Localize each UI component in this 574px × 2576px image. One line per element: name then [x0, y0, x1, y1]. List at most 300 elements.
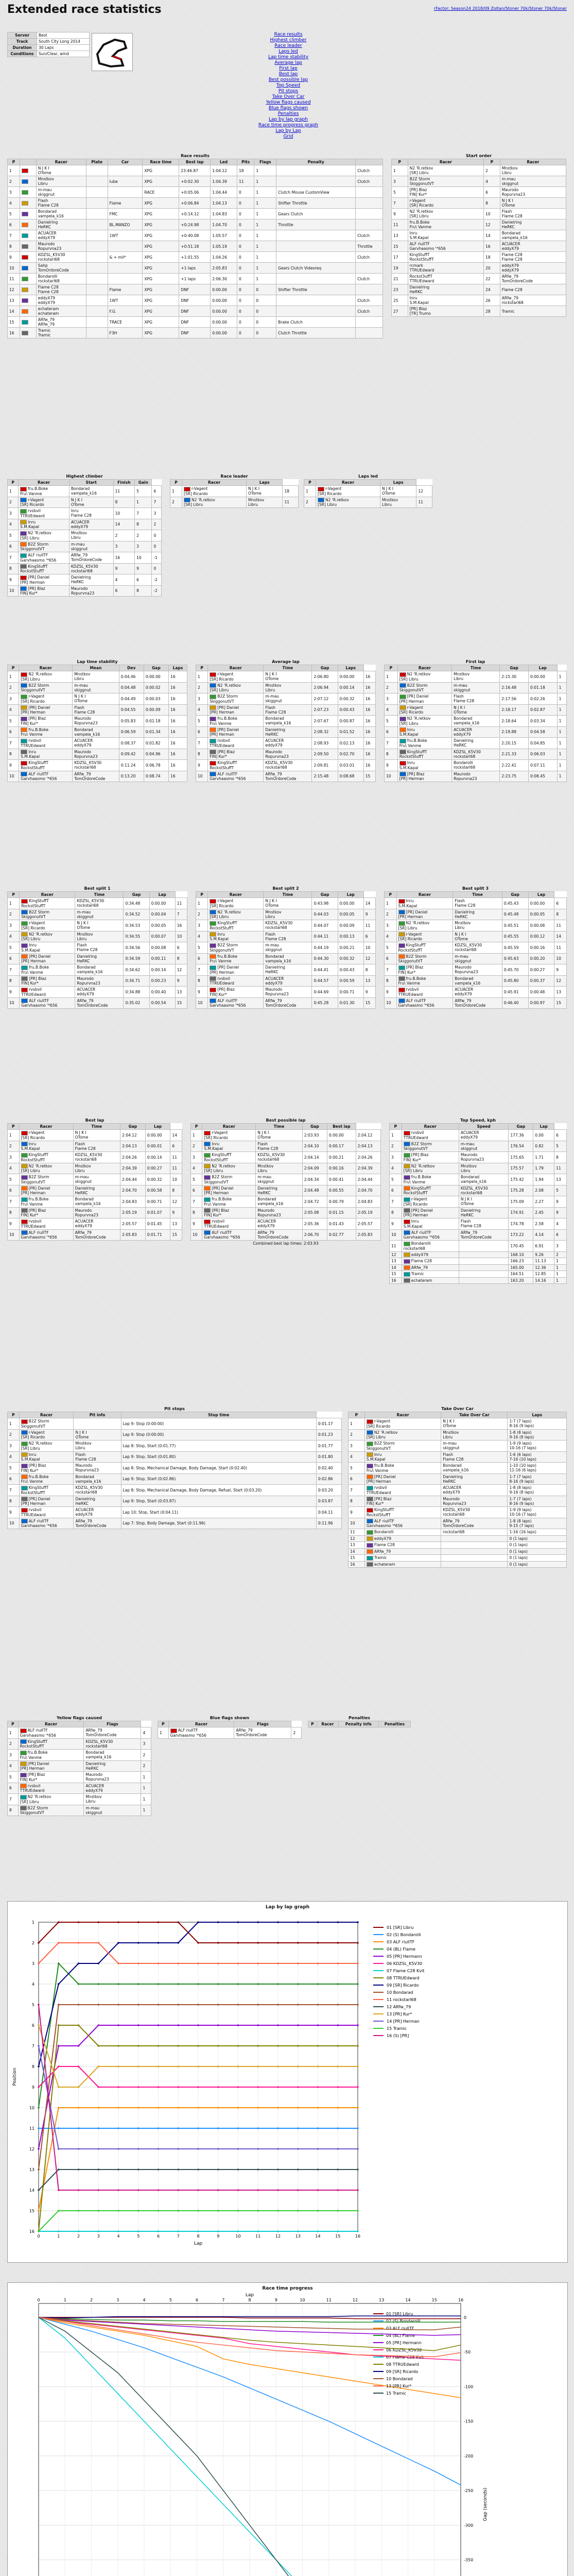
- table-cell: 0:45.59: [502, 942, 528, 954]
- data-point: [38, 2024, 40, 2026]
- table-cell: r-Vagent [SR] Ricardo: [396, 931, 453, 942]
- data-point: [337, 2168, 339, 2171]
- best-possible-title: Best possible lap: [266, 1118, 306, 1123]
- table-cell: 3: [152, 508, 162, 519]
- table-cell: [PR] Blaz FIN] Kur*: [19, 585, 69, 597]
- data-point: [297, 2230, 299, 2232]
- nav-link-14[interactable]: Penalties: [277, 111, 299, 116]
- table-row: [349, 1535, 567, 1542]
- flag-icon: [318, 487, 324, 492]
- table-cell: 0.82: [533, 1141, 554, 1152]
- column-header: Gap: [124, 892, 149, 898]
- column-header: P: [308, 1721, 317, 1727]
- table-cell: 9: [363, 987, 375, 998]
- data-point: [337, 2065, 339, 2067]
- table-cell: [20, 198, 36, 209]
- table-cell: ARfw_79: [364, 1548, 441, 1555]
- nav-link-8[interactable]: Best possible lap: [268, 77, 308, 82]
- column-header: Gap: [144, 665, 168, 671]
- table-cell: 10: [8, 771, 19, 782]
- data-point: [297, 2065, 299, 2067]
- table-row: [196, 738, 376, 749]
- table-cell: 0:02.70: [338, 749, 363, 760]
- table-cell: Inru S.M.Kapal: [202, 1141, 256, 1152]
- table-cell: 2: [291, 1727, 302, 1739]
- table-cell: [86, 317, 108, 328]
- data-point: [177, 2004, 179, 2006]
- table-cell: 16: [169, 693, 187, 705]
- table-header-row: [196, 892, 376, 898]
- table-cell: 15: [175, 997, 187, 1009]
- table-row: [385, 704, 567, 716]
- table-cell: 2.45: [533, 1207, 554, 1218]
- table-cell: 2: [385, 682, 398, 693]
- table-cell: Mnstkov Libru: [264, 909, 312, 920]
- table-cell: [459, 1241, 509, 1252]
- table-cell: 1: [557, 726, 566, 738]
- best-split2-table: [196, 891, 376, 1009]
- table-cell: KDZSL_K5V30 rockstarl68: [84, 1738, 141, 1750]
- data-point: [357, 2045, 359, 2047]
- table-cell: 7: [8, 230, 20, 241]
- best-split1-table: [7, 891, 187, 1009]
- table-cell: Danielring HeRKC: [408, 284, 483, 295]
- data-point: [297, 1942, 299, 1944]
- table-row: [304, 497, 432, 508]
- column-header: Time: [75, 892, 124, 898]
- table-cell: 1: [158, 1727, 169, 1739]
- table-cell: 4: [8, 704, 19, 716]
- table-cell: 12: [175, 964, 187, 976]
- table-row: [196, 771, 376, 782]
- table-cell: ALF riullTF Garvhaasmo '*656: [19, 1518, 74, 1529]
- table-row: [196, 987, 376, 998]
- table-cell: echateram: [402, 1277, 459, 1284]
- table-cell: Throttle: [276, 219, 356, 230]
- flag-icon: [21, 739, 27, 743]
- data-point: [197, 1983, 199, 1985]
- data-point: [257, 2004, 259, 2006]
- table-cell: KDZSL_K5V30 rockstarl68: [36, 252, 86, 263]
- data-point: [117, 2230, 119, 2232]
- table-cell: 5: [196, 942, 208, 954]
- flag-icon: [399, 717, 406, 721]
- table-row: [8, 1738, 151, 1750]
- table-cell: 1: [385, 898, 397, 909]
- table-cell: 1:04.70: [211, 219, 237, 230]
- column-header: P: [8, 480, 19, 486]
- table-cell: 0:00.37: [528, 975, 554, 987]
- column-header: Time: [264, 892, 312, 898]
- data-point: [277, 2148, 279, 2150]
- table-row: [8, 1451, 342, 1463]
- nav-link-4[interactable]: Lap time stability: [268, 55, 309, 60]
- table-row: [8, 997, 187, 1009]
- table-cell: 0:00.00: [211, 328, 237, 338]
- table-cell: 7: [175, 909, 187, 920]
- table-cell: [86, 209, 108, 219]
- flag-icon: [21, 705, 27, 710]
- data-point: [197, 2024, 199, 2026]
- y-tick-label: 3: [31, 1961, 34, 1966]
- table-cell: 0:00.05: [338, 909, 363, 920]
- column-header: P: [170, 480, 182, 486]
- table-cell: 2:04.39: [356, 1163, 380, 1174]
- nav-link-0[interactable]: Race results: [274, 32, 303, 37]
- nav-link-2[interactable]: Race leader: [274, 43, 302, 48]
- data-point: [117, 2107, 119, 2109]
- table-row: [390, 1264, 567, 1271]
- table-cell: 0:00.14: [149, 964, 175, 976]
- data-point: [177, 2210, 179, 2212]
- table-cell: Flash Flame C28: [500, 209, 566, 219]
- data-point: [217, 2004, 219, 2006]
- data-point: [58, 2004, 60, 2006]
- table-cell: 16: [169, 771, 187, 782]
- flag-icon: [20, 509, 27, 514]
- table-cell: Inru S.M.Kapal: [408, 230, 483, 241]
- table-cell: Flash Flame C28: [453, 898, 502, 909]
- table-cell: ACUACER eddyX79: [73, 1218, 120, 1230]
- table-cell: 15: [392, 241, 408, 252]
- nav-link-9[interactable]: Top Speed: [276, 83, 301, 88]
- x-tick-label: 2: [77, 2234, 80, 2239]
- table-cell: 1-7 (7 laps) 8-16 (9 laps): [508, 1496, 567, 1507]
- table-cell: 0:43.98: [312, 898, 338, 909]
- column-header: Car: [108, 159, 143, 165]
- table-cell: 22: [484, 274, 500, 284]
- table-header-row: [349, 1412, 567, 1418]
- table-cell: 5: [554, 1185, 567, 1196]
- table-cell: 7: [385, 738, 398, 749]
- data-point: [337, 1983, 339, 1985]
- table-cell: XPG: [143, 198, 179, 209]
- data-point: [137, 2148, 140, 2150]
- data-point: [177, 1921, 179, 1923]
- table-cell: 0:44.03: [312, 909, 338, 920]
- table-cell: +1 laps: [179, 274, 211, 284]
- table-row: [392, 165, 566, 176]
- table-cell: rvsbvil TTRUEdward: [208, 738, 264, 749]
- table-cell: 10: [8, 263, 20, 274]
- table-row: [8, 198, 383, 209]
- data-point: [357, 2086, 359, 2088]
- x-axis-label: Lap: [245, 2293, 254, 2298]
- table-cell: r-Vagent [SR] Ricardo: [364, 1418, 441, 1430]
- table-row: [385, 738, 567, 749]
- nav-link-18[interactable]: Grid: [283, 134, 293, 139]
- table-cell: 7: [8, 738, 19, 749]
- table-row: [191, 1130, 381, 1141]
- nav-link-6[interactable]: First lap: [279, 66, 298, 71]
- table-row: [8, 1141, 182, 1152]
- flag-icon: [399, 694, 406, 699]
- track-map-icon: [92, 33, 132, 71]
- table-cell: 0:04.96: [144, 749, 168, 760]
- table-cell: XPG: [143, 165, 179, 176]
- table-cell: 13: [363, 975, 375, 987]
- table-row: [196, 716, 376, 727]
- table-cell: 3: [8, 920, 20, 931]
- table-cell: 1: [557, 771, 566, 782]
- table-cell: 5: [8, 716, 19, 727]
- nav-link-1[interactable]: Highest climber: [270, 38, 307, 43]
- table-row: [392, 252, 566, 263]
- table-cell: ACUACER eddyX79: [75, 987, 124, 998]
- data-point: [97, 1921, 99, 1923]
- table-row: [385, 726, 567, 738]
- column-header: Time: [453, 892, 502, 898]
- nav-link-3[interactable]: Laps led: [279, 49, 298, 54]
- legend-label: 03 ALF riullTF: [387, 1940, 415, 1944]
- table-cell: [86, 187, 108, 198]
- table-cell: 5: [385, 716, 398, 727]
- table-row: [8, 671, 187, 683]
- table-row: [8, 263, 383, 274]
- table-row: [392, 230, 566, 241]
- data-point: [357, 2065, 359, 2067]
- table-cell: ACUACER eddyX79: [441, 1485, 508, 1496]
- table-cell: 16: [349, 1561, 365, 1568]
- table-cell: 9: [196, 987, 208, 998]
- data-point: [58, 1983, 60, 1985]
- flag-icon: [399, 739, 406, 743]
- data-point: [38, 2210, 40, 2212]
- data-point: [277, 2004, 279, 2006]
- table-cell: 24: [484, 284, 500, 295]
- table-cell: 5: [8, 1463, 20, 1474]
- table-cell: [PR] Blaz FIN] Kur*: [19, 1207, 73, 1218]
- table-row: [8, 749, 187, 760]
- data-point: [217, 1962, 219, 1964]
- start-order-table: [391, 159, 566, 317]
- y-tick-label: 13: [29, 2167, 34, 2172]
- table-cell: 0:00.54: [149, 997, 175, 1009]
- table-cell: 2: [8, 176, 20, 187]
- table-cell: 2:04.44: [120, 1174, 146, 1185]
- table-cell: Maurodo Ropurvna23: [36, 241, 86, 252]
- x-tick-label: 16: [458, 2298, 464, 2302]
- table-row: [8, 760, 187, 771]
- table-cell: 2:08.93: [312, 738, 338, 749]
- table-cell: ARfw_79 rockstarl68: [500, 295, 566, 306]
- table-cell: 10: [113, 508, 134, 519]
- flag-icon: [404, 1197, 410, 1202]
- data-point: [78, 1942, 80, 1944]
- table-cell: r-Vagent [SR] Ricardo: [316, 486, 380, 497]
- nav-link-7[interactable]: Best lap: [279, 72, 298, 77]
- table-cell: 7: [8, 1794, 19, 1805]
- data-point: [117, 1921, 119, 1923]
- data-point: [97, 2045, 99, 2047]
- y-tick-label: 2: [31, 1941, 34, 1945]
- data-point: [177, 2107, 179, 2109]
- table-cell: Mnstkov Libru: [452, 671, 500, 683]
- table-cell: 1: [170, 486, 182, 497]
- nav-link-13[interactable]: Blue flags shown: [268, 106, 308, 111]
- x-tick-label: 1: [63, 2298, 66, 2302]
- table-row: [390, 1185, 567, 1196]
- flag-icon: [21, 988, 28, 992]
- table-cell: KingStuffT RockstStuffT: [19, 1152, 73, 1163]
- table-cell: KDZSL_K5V30 rockstarl68: [459, 1185, 509, 1196]
- data-point: [217, 2210, 219, 2212]
- table-row: [392, 209, 566, 219]
- data-point: [257, 2065, 259, 2067]
- table-cell: Bondarad vampela_k16: [264, 716, 312, 727]
- flag-icon: [404, 1208, 410, 1213]
- table-cell: KDZSL_K5V30 rockstarl68: [452, 749, 500, 760]
- race-leader-title: Race leader: [220, 474, 248, 479]
- table-cell: [276, 230, 356, 241]
- flag-icon: [20, 1784, 27, 1788]
- race-leader-table: [170, 479, 299, 508]
- table-cell: 1: [557, 716, 566, 727]
- table-cell: 0:00.00: [149, 898, 175, 909]
- column-header: Gap: [312, 665, 338, 671]
- table-cell: 2:05.36: [302, 1218, 327, 1230]
- table-cell: 2: [113, 530, 134, 541]
- table-cell: 25: [392, 295, 408, 306]
- column-header: Gap: [500, 665, 529, 671]
- nav-link-17[interactable]: Lap by Lap: [275, 128, 301, 133]
- table-cell: 1: [349, 1418, 365, 1430]
- table-cell: [459, 1251, 509, 1258]
- column-header: Racer: [402, 1124, 459, 1130]
- flag-icon: [20, 1751, 27, 1755]
- column-header: P: [8, 159, 20, 165]
- flag-icon: [21, 1208, 28, 1213]
- column-header: Lap: [528, 665, 557, 671]
- table-cell: 1:05.19: [211, 241, 237, 252]
- table-cell: [86, 176, 108, 187]
- table-cell: r-Vagent [SR] Ricardo: [397, 704, 451, 716]
- flag-icon: [367, 1486, 373, 1490]
- table-cell: 5: [8, 209, 20, 219]
- column-header: Racer: [408, 159, 483, 165]
- flag-icon: [210, 910, 216, 914]
- table-cell: 5: [349, 1463, 365, 1474]
- table-cell: 8: [196, 975, 208, 987]
- table-header-row: [8, 1124, 182, 1130]
- table-cell: 2:22.41: [500, 760, 529, 771]
- table-cell: Clutch: [356, 295, 383, 306]
- nav-link-10[interactable]: Pit stops: [278, 89, 299, 94]
- data-point: [357, 2210, 359, 2212]
- nav-link-12[interactable]: Yellow flags caused: [266, 100, 311, 105]
- table-cell: 0:00.71: [338, 987, 363, 998]
- y-tick-label: 12: [29, 2147, 34, 2151]
- table-cell: 16: [363, 671, 375, 683]
- table-cell: 4: [8, 198, 20, 209]
- table-cell: N2 'R.retkov [SR] Libru: [19, 530, 69, 541]
- table-cell: ALF riullTF Garvhaasmo '*656: [19, 552, 69, 564]
- flag-icon: [22, 309, 28, 314]
- table-cell: 0:00.00: [211, 317, 237, 328]
- table-row: [385, 898, 567, 909]
- table-cell: 8: [385, 749, 398, 760]
- table-cell: 16: [363, 682, 375, 693]
- nav-link-15[interactable]: Lap by lap graph: [269, 117, 308, 122]
- data-point: [217, 2189, 219, 2191]
- data-point: [217, 2107, 219, 2109]
- table-cell: rvsbvil TTRUEdward: [20, 987, 75, 998]
- table-row: [8, 726, 187, 738]
- table-cell: 8: [135, 585, 152, 597]
- table-cell: 6: [390, 1185, 402, 1196]
- flag-icon: [404, 1259, 410, 1264]
- data-point: [337, 2210, 339, 2212]
- table-cell: 2:05.19: [356, 1207, 380, 1218]
- nav-link-5[interactable]: Average lap: [274, 60, 302, 65]
- table-cell: KingStuffT RockstStuffT: [19, 563, 69, 574]
- table-cell: 2: [304, 497, 316, 508]
- table-cell: 7: [152, 497, 162, 508]
- table-cell: [356, 209, 383, 219]
- flag-icon: [21, 910, 28, 914]
- top-link[interactable]: rFactor: Season24 2018/09 Zoltan/Stoner 70k/Stoner 70k/Stoner: [433, 6, 567, 11]
- table-cell: 3: [349, 1440, 365, 1452]
- flag-icon: [367, 1497, 373, 1501]
- table-cell: [20, 241, 36, 252]
- table-cell: 2: [8, 497, 19, 508]
- data-point: [137, 1962, 140, 1964]
- x-tick-label: 1: [57, 2234, 60, 2239]
- flag-icon: [210, 772, 216, 776]
- table-row: [8, 1772, 151, 1783]
- table-cell: 8: [135, 519, 152, 530]
- nav-link-16[interactable]: Race time progress graph: [258, 123, 319, 128]
- table-cell: ARfw_79 TomOrdoreCode: [69, 552, 113, 564]
- table-cell: 0:34.59: [124, 953, 149, 964]
- data-point: [177, 2148, 179, 2150]
- flag-icon: [20, 564, 27, 569]
- table-cell: 173.22: [509, 1229, 533, 1241]
- flag-icon: [204, 1219, 211, 1224]
- table-cell: 8: [175, 953, 187, 964]
- table-cell: Lap 9: Stop, Start (0:03.87): [121, 1496, 316, 1507]
- table-cell: 10: [135, 552, 152, 564]
- nav-link-11[interactable]: Take Over Car: [272, 94, 305, 99]
- table-cell: echateram: [364, 1561, 441, 1568]
- table-row: [8, 552, 162, 564]
- data-point: [97, 2004, 99, 2006]
- table-cell: 6: [8, 953, 20, 964]
- column-header: Penalties: [378, 1721, 410, 1727]
- column-header: Plate: [86, 159, 108, 165]
- table-row: [196, 909, 376, 920]
- table-cell: -2: [152, 585, 162, 597]
- table-cell: 9: [8, 252, 20, 263]
- table-cell: Inru S.M.Kapal: [397, 726, 451, 738]
- flag-icon: [21, 1219, 28, 1224]
- table-cell: 2:23.75: [500, 771, 529, 782]
- table-row: [392, 295, 566, 306]
- table-cell: 16: [363, 726, 375, 738]
- table-cell: [276, 274, 356, 284]
- x-tick-label: 7: [177, 2234, 180, 2239]
- table-cell: 3: [196, 920, 208, 931]
- table-cell: 175.09: [509, 1196, 533, 1208]
- y-tick-label: 6: [31, 2023, 34, 2028]
- data-point: [58, 2024, 60, 2026]
- table-row: [8, 284, 383, 295]
- flag-icon: [367, 1508, 373, 1513]
- table-cell: 11: [237, 176, 254, 187]
- nav-links: [221, 32, 355, 140]
- table-cell: r-Vagent [SR] Ricardo: [202, 1130, 256, 1141]
- table-cell: 16: [363, 704, 375, 716]
